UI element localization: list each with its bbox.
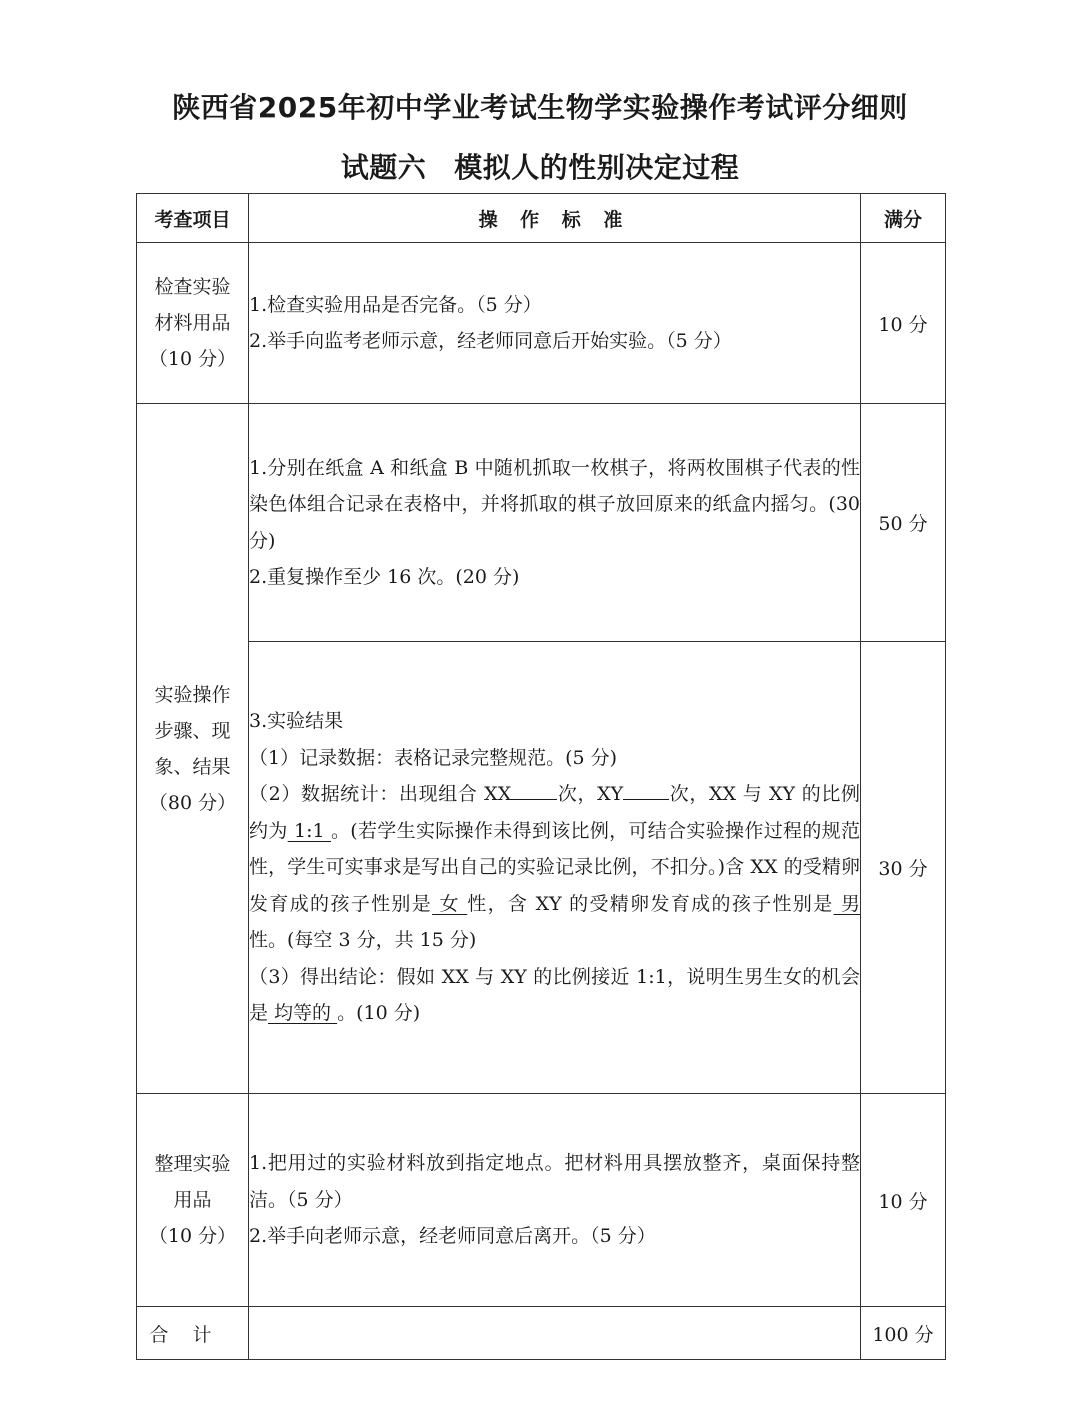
row-operation-part2	[137, 642, 946, 1094]
row-total	[137, 1307, 946, 1360]
answer-ratio: 1:1	[287, 819, 331, 842]
conclusion: （3）得出结论：假如 XX 与 XY 的比例接近 1:1，说明生男生女的机会是 均等的 。(10 分)	[249, 965, 860, 1025]
question-number: 试题六	[340, 151, 427, 184]
total-empty-cell	[249, 1307, 861, 1360]
total-label: 合计	[137, 1307, 249, 1360]
page-title: 陕西省2025年初中学业考试生物学实验操作考试评分细则	[172, 91, 908, 124]
points-cleanup: 10 分	[861, 1094, 946, 1307]
category-check-materials: 检查实验 材料用品 （10 分）	[137, 243, 249, 404]
page-subtitle	[0, 146, 1080, 186]
standard-experiment-results: 3.实验结果 （1）记录数据：表格记录完整规范。(5 分) （2）数据统计：出现组合 XX 次，XY 次，XX 与 XY 的比例约为 1:1 。(若学生实际操作未得到该比例，可结合实验操作过程的规范性，学生可实事求是写出自己的实验记录比例，不扣分。)含 XX 的受精卵发育成的孩子性别是 女 性，含 XY 的受精卵发育成的孩子性别是 男 性。(每空 3 分，共 15 分) （3）得出结论：假如 XX 与 XY 的比例接近 1:1，说明生男生女的机会是 均等的 。(10 分)	[249, 642, 861, 1094]
points-experiment-results: 30 分	[861, 642, 946, 1094]
header-row	[137, 194, 946, 243]
header-standard: 操 作 标 准	[249, 194, 861, 243]
row-check-materials	[137, 243, 946, 404]
header-item: 考查项目	[137, 194, 249, 243]
question-name: 模拟人的性别决定过程	[454, 151, 740, 184]
blank-xx	[511, 779, 557, 800]
blank-xy	[623, 779, 669, 800]
row-operation-part1	[137, 404, 946, 642]
standard-operation-steps: 1.分别在纸盒 A 和纸盒 B 中随机抓取一枚棋子，将两枚围棋子代表的性染色体组合记录在表格中，并将抓取的棋子放回原来的纸盒内摇匀。(30 分) 2.重复操作至少 16 次。(20 分)	[249, 404, 861, 642]
answer-equal: 均等的	[268, 1002, 338, 1025]
category-operation: 实验操作 步骤、现 象、结果 （80 分）	[137, 404, 249, 1094]
answer-female: 女	[432, 892, 468, 915]
standard-check-materials: 1.检查实验用品是否完备。（5 分） 2.举手向监考老师示意，经老师同意后开始实验。（5 分）	[249, 243, 861, 404]
points-operation-steps: 50 分	[861, 404, 946, 642]
points-check-materials: 10 分	[861, 243, 946, 404]
scoring-table	[136, 193, 946, 1360]
data-statistics: （2）数据统计：出现组合 XX 次，XY 次，XX 与 XY 的比例约为 1:1 。(若学生实际操作未得到该比例，可结合实验操作过程的规范性，学生可实事求是写出自己的实验记录比例，不扣分。)含 XX 的受精卵发育成的孩子性别是 女 性，含 XY 的受精卵发育成的孩子性别是 男 性。(每空 3 分，共 15 分)	[249, 776, 860, 959]
total-points: 100 分	[861, 1307, 946, 1360]
header-full-score: 满分	[861, 194, 946, 243]
standard-cleanup: 1.把用过的实验材料放到指定地点。把材料用具摆放整齐，桌面保持整洁。（5 分） 2.举手向老师示意，经老师同意后离开。（5 分）	[249, 1094, 861, 1307]
category-cleanup: 整理实验 用品 （10 分）	[137, 1094, 249, 1307]
answer-male: 男	[833, 892, 860, 915]
row-cleanup	[137, 1094, 946, 1307]
